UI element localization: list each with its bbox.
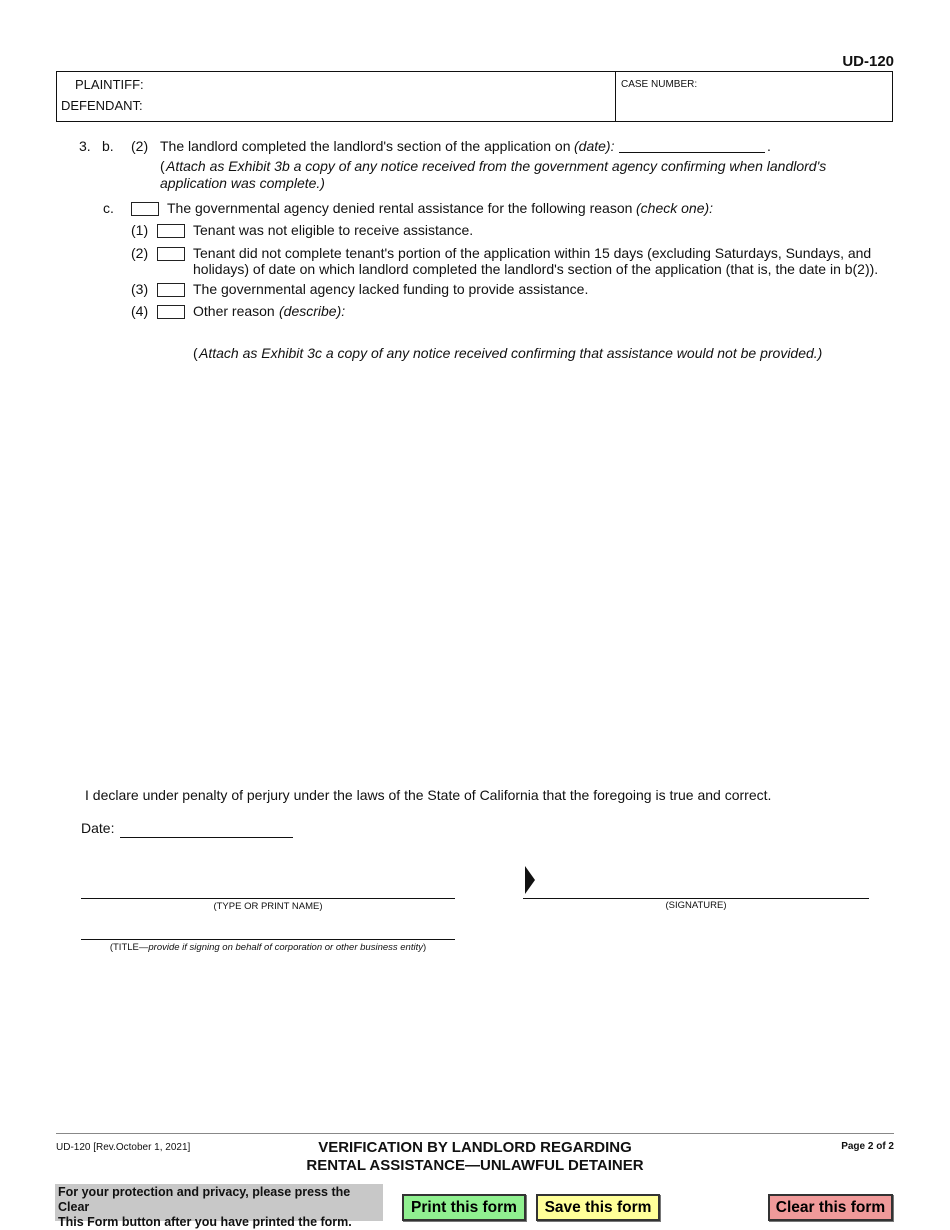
attach-3b-note-line2: application was complete.)	[160, 175, 325, 191]
title-caption-suffix: )	[422, 942, 427, 953]
page-number: Page 2 of 2	[841, 1141, 894, 1152]
print-button[interactable]: Print this form	[402, 1194, 526, 1221]
clear-button[interactable]: Clear this form	[768, 1194, 893, 1221]
item-3b-text: The landlord completed the landlord's section of the application on	[160, 138, 571, 154]
item-3b-sub: (2)	[131, 138, 149, 154]
option-1-num: (1)	[131, 222, 149, 238]
attach-3c-note: Attach as Exhibit 3c a copy of any notice received confirming that assistance would not be provided.)	[199, 345, 823, 361]
option-3-text: The governmental agency lacked funding to provide assistance.	[193, 281, 589, 297]
option-4-describe: (describe):	[279, 303, 346, 319]
caption-box	[56, 71, 893, 122]
print-name-field[interactable]	[81, 898, 455, 899]
signature-field[interactable]	[523, 898, 869, 899]
signature-arrow-icon	[525, 866, 535, 894]
item-3c-check-one: (check one):	[636, 200, 714, 216]
option-2-checkbox[interactable]	[157, 247, 185, 261]
privacy-line2: This Form button after you have printed the form.	[58, 1215, 352, 1229]
case-number-label: CASE NUMBER:	[621, 79, 698, 90]
footer-rule	[56, 1133, 894, 1134]
option-4-text: Other reason	[193, 303, 275, 319]
form-title	[270, 1139, 680, 1175]
title-caption	[81, 942, 455, 953]
attach-3c-open-paren: (	[193, 345, 198, 361]
option-4-num: (4)	[131, 303, 149, 319]
date-label: Date:	[81, 820, 115, 836]
print-name-caption: (TYPE OR PRINT NAME)	[213, 901, 323, 912]
title-caption-prefix: (TITLE—	[109, 942, 149, 953]
option-1-text: Tenant was not eligible to receive assistance.	[193, 222, 474, 238]
item-3c-checkbox[interactable]	[131, 202, 159, 216]
item-number: 3.	[79, 138, 91, 154]
other-reason-field[interactable]	[193, 322, 883, 342]
defendant-label: DEFENDANT:	[61, 98, 143, 113]
declaration-date-field[interactable]	[120, 837, 293, 838]
item-3b-period: .	[767, 138, 771, 154]
option-2-text-line1: Tenant did not complete tenant's portion of the application within 15 days (excluding Saturdays, Sundays, and	[193, 245, 872, 261]
declaration-text: I declare under penalty of perjury under the laws of the State of California that the foregoing is true and correct.	[85, 787, 772, 803]
option-2-num: (2)	[131, 245, 149, 261]
item-3c-text: The governmental agency denied rental assistance for the following reason	[167, 200, 633, 216]
privacy-notice	[55, 1184, 383, 1229]
item-letter-c: c.	[103, 200, 114, 216]
item-3b-date-field[interactable]	[619, 152, 765, 153]
item-letter-b: b.	[102, 138, 114, 154]
option-3-checkbox[interactable]	[157, 283, 185, 297]
form-title-line2: RENTAL ASSISTANCE—UNLAWFUL DETAINER	[306, 1157, 644, 1174]
plaintiff-label: PLAINTIFF:	[75, 77, 144, 92]
form-id: UD-120	[842, 53, 894, 70]
option-3-num: (3)	[131, 281, 149, 297]
option-2-text-line2: holidays) of date on which landlord completed the landlord's section of the application (that is, the date in b(2)).	[193, 261, 879, 277]
form-title-line1: VERIFICATION BY LANDLORD REGARDING	[318, 1139, 632, 1156]
privacy-line1: For your protection and privacy, please press the Clear	[58, 1185, 351, 1214]
signature-caption: (SIGNATURE)	[665, 900, 727, 911]
save-button[interactable]: Save this form	[536, 1194, 660, 1221]
caption-divider	[615, 72, 616, 121]
title-caption-italic: provide if signing on behalf of corporation or other business entity	[148, 942, 423, 953]
attach-3b-note-line1: Attach as Exhibit 3b a copy of any notice received from the government agency confirming when landlord's	[166, 158, 827, 174]
option-1-checkbox[interactable]	[157, 224, 185, 238]
attach-3b-open-paren: (	[160, 158, 165, 174]
form-revision: UD-120 [Rev.October 1, 2021]	[56, 1142, 191, 1153]
item-3b-date-label: (date):	[574, 138, 615, 154]
option-4-checkbox[interactable]	[157, 305, 185, 319]
title-field[interactable]	[81, 939, 455, 940]
